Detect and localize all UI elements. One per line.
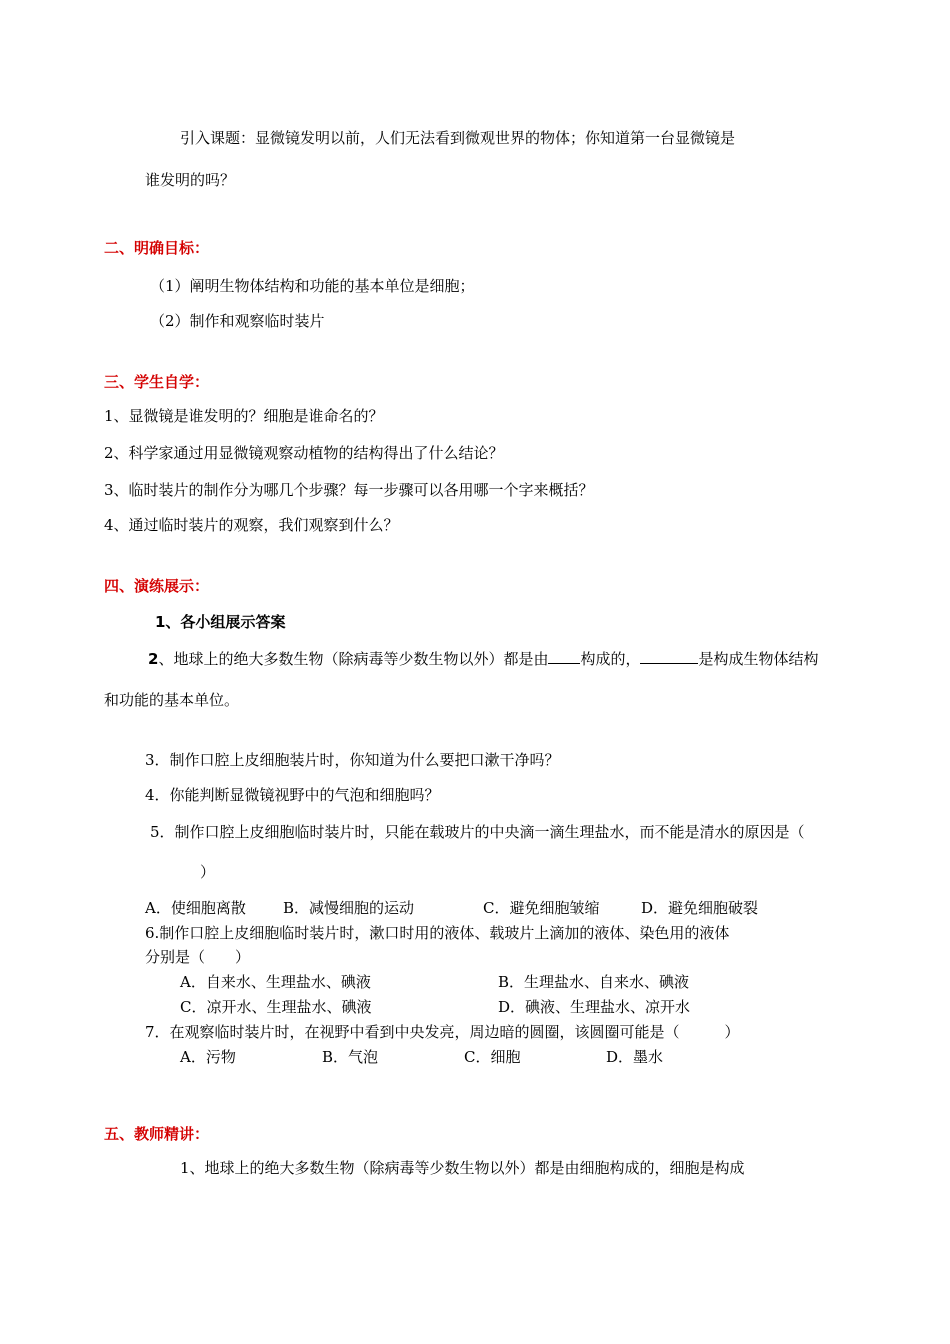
q6-options-row-1 [180,972,689,992]
practice-q6-line-1: 6.制作口腔上皮细胞临时装片时，漱口时用的液体、载玻片上滴加的液体、染色用的液体 [145,924,730,942]
practice-q1: 1、各小组展示答案 [155,613,286,631]
practice-q2-text: 是构成生物体结构 [698,650,819,668]
option-b: B．减慢细胞的运动 [283,899,415,917]
q5-options [145,898,758,918]
practice-q3: 3．制作口腔上皮细胞装片时，你知道为什么要把口漱干净吗？ [145,751,560,769]
option-b: B．气泡 [322,1048,379,1066]
option-d: D．墨水 [606,1048,664,1066]
option-a: A．使细胞离散 [145,899,246,917]
option-c: C．凉开水、生理盐水、碘液 [180,998,372,1016]
goal-item: （2）制作和观察临时装片 [150,312,325,330]
option-b: B．生理盐水、自来水、碘液 [498,973,690,991]
practice-q4: 4．你能判断显微镜视野中的气泡和细胞吗？ [145,786,440,804]
section-heading-practice: 四、演练展示： [104,577,210,595]
practice-q5-close-paren: ） [200,863,216,881]
intro-line-1: 引入课题：显微镜发明以前，人们无法看到微观世界的物体；你知道第一台显微镜是 [180,129,736,147]
q7-options [180,1047,663,1067]
self-study-item: 2、科学家通过用显微镜观察动植物的结构得出了什么结论？ [104,444,504,462]
self-study-item: 3、临时装片的制作分为哪几个步骤？每一步骤可以各用哪一个字来概括？ [104,481,594,499]
section-heading-self-study: 三、学生自学： [104,373,210,391]
section-heading-goals: 二、明确目标： [104,239,210,257]
practice-q6-line-2: 分别是（ ） [145,948,251,966]
section-heading-teacher: 五、教师精讲： [104,1125,210,1143]
option-c: C．细胞 [464,1048,521,1066]
practice-q5: 5．制作口腔上皮细胞临时装片时，只能在载玻片的中央滴一滴生理盐水，而不能是清水的原因是（ [150,823,805,841]
answer-blank[interactable] [640,648,698,664]
teacher-item-1: 1、地球上的绝大多数生物（除病毒等少数生物以外）都是由细胞构成的，细胞是构成 [180,1159,745,1177]
q6-options-row-2 [180,997,690,1017]
practice-q2-text: 、地球上的绝大多数生物（除病毒等少数生物以外）都是由 [158,650,549,668]
self-study-item: 1、显微镜是谁发明的？细胞是谁命名的？ [104,407,384,425]
intro-line-2: 谁发明的吗？ [145,171,236,189]
practice-q2-line-2: 和功能的基本单位。 [104,691,240,709]
option-d: D．避免细胞破裂 [641,899,759,917]
goal-item: （1）阐明生物体结构和功能的基本单位是细胞； [150,277,475,295]
self-study-item: 4、通过临时装片的观察，我们观察到什么？ [104,516,399,534]
practice-q2-number: 2 [148,650,159,668]
option-a: A．自来水、生理盐水、碘液 [180,973,371,991]
practice-q2-text: 构成的， [580,650,641,668]
option-d: D．碘液、生理盐水、凉开水 [498,998,691,1016]
practice-q7: 7．在观察临时装片时，在视野中看到中央发亮，周边暗的圆圈，该圆圈可能是（ ） [145,1023,740,1041]
option-c: C．避免细胞皱缩 [483,899,600,917]
answer-blank[interactable] [548,648,580,664]
option-a: A．污物 [180,1048,236,1066]
practice-q2 [148,648,818,669]
